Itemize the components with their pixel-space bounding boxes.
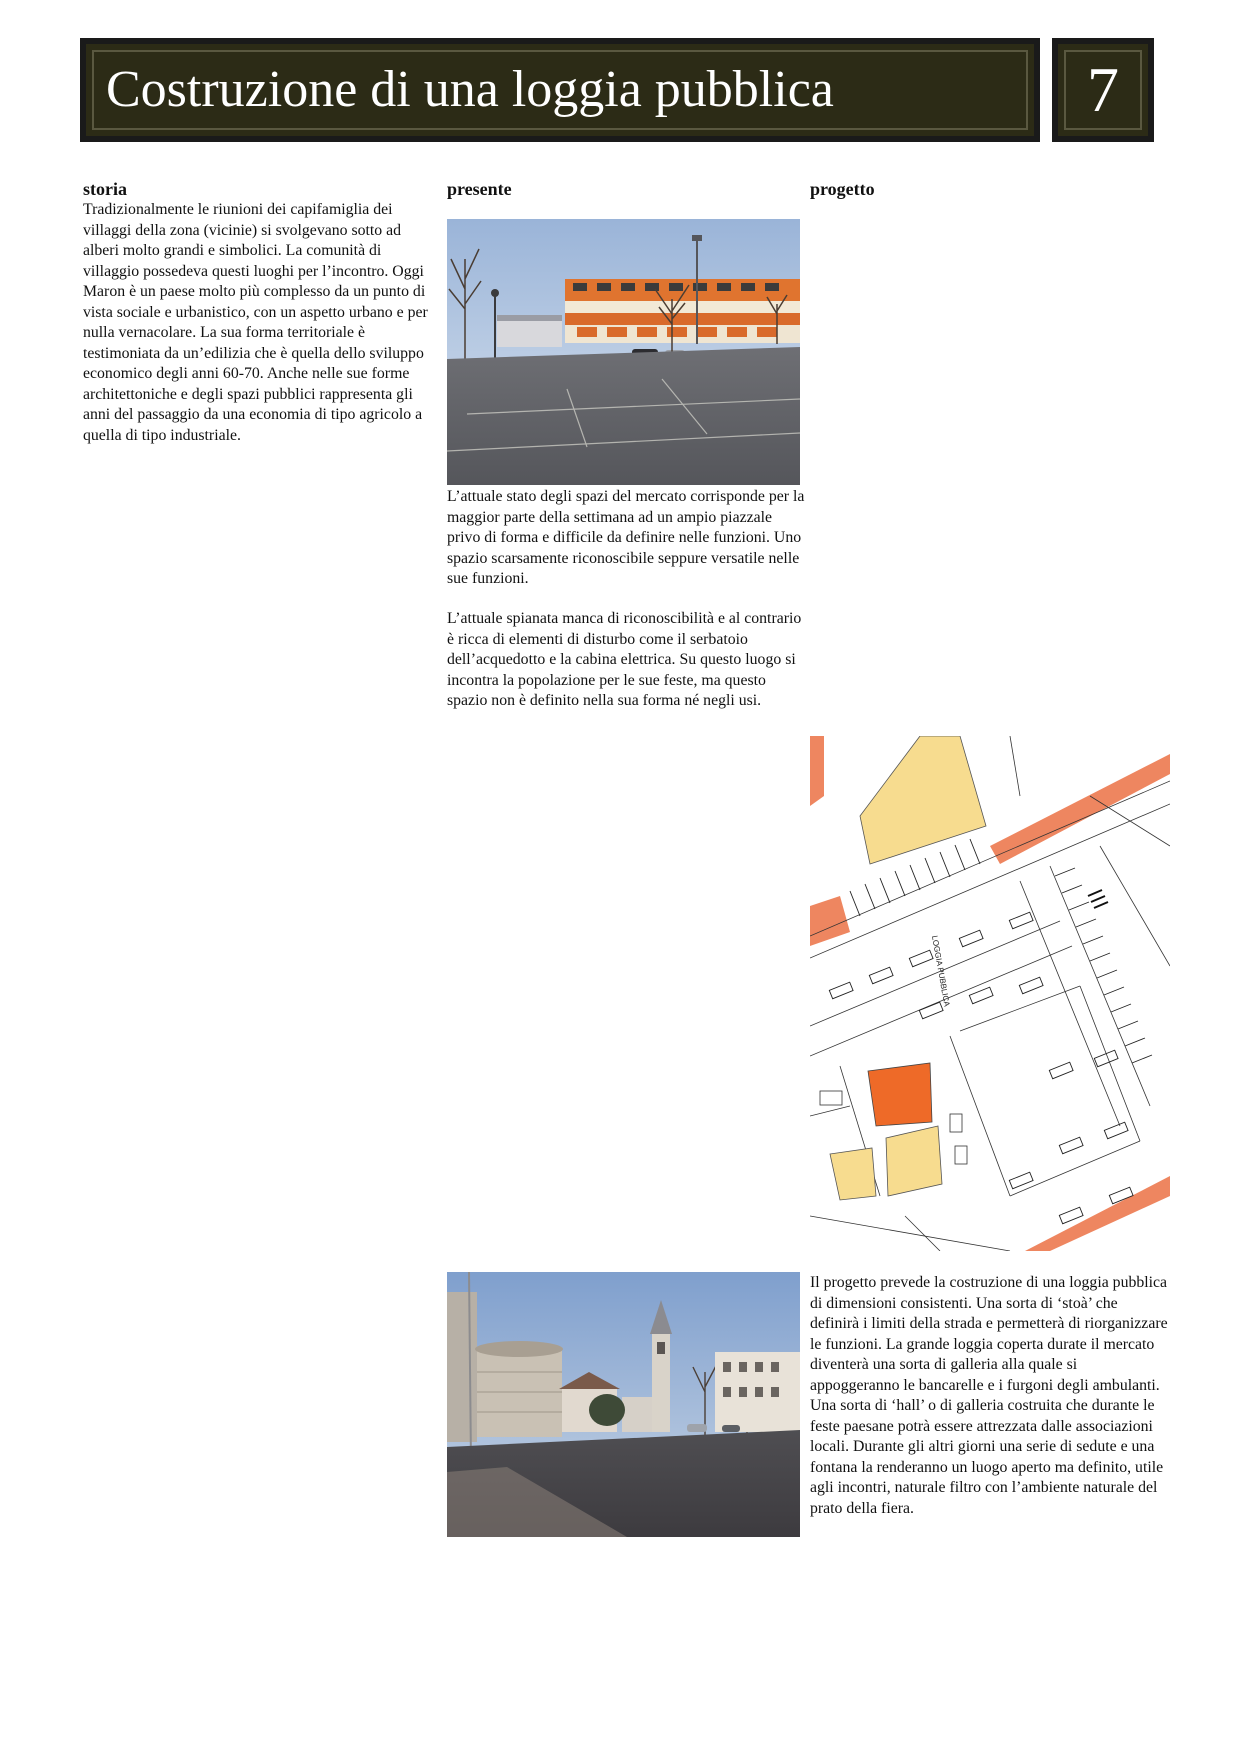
heading-presente: presente [447,179,512,199]
site-plan [810,736,1170,1251]
progetto-text: Il progetto prevede la costruzione di una loggia pubblica di dimensioni consistenti. Una sorta di ‘stoà’ che definirà i limiti della strada e permetterà di riorganizzare le funzioni. La grande loggia coperta durate il mercato diventerà una sorta di galleria alla quale si appoggeranno le bancarelle e i furgoni degli ambulanti. Una sorta di ‘hall’ o di galleria costruita che durante le feste paesane potrà essere attrezzata dalle associazioni locali. Durante gli altri giorni una serie di sedute e una fontana la renderanno un luogo aperto ma definito, utile agli incontri, naturale filtro con l’ambiente naturale del prato della fiera. [810,1274,1168,1517]
page-number: 7 [1087,54,1119,125]
storia-text: Tradizionalmente le riunioni dei capifamiglia dei villaggi della zona (vicinie) si svolgevano sotto ad alberi molto grandi e simbolici. La comunità di villaggio possedeva questi luoghi per l’incontro. Oggi Maron è un paese molto più complesso da un punto di vista sociale e urbanistico, con un aspetto urbano e per nulla vernacolare. La sua forma territoriale è testimoniata da un’edilizia che è quella dello sviluppo economico degli anni 60-70. Anche nelle sue forme architettoniche e degli spazi pubblici rappresenta gli anni del passaggio da una economia di tipo agricolo a quella di tipo industriale. [83,201,428,444]
page-number-box [1052,38,1154,142]
presente-text-1: L’attuale stato degli spazi del mercato corrisponde per la maggior parte della settimana ad un ampio piazzale privo di forma e difficile da definire nelle funzioni. Uno spazio scarsamente riconoscibile seppure versatile nelle sue funzioni. [447,488,805,587]
presente-text-2: L’attuale spianata manca di riconoscibilità e al contrario è ricca di elementi di disturbo come il serbatoio dell’acquedotto e la cabina elettrica. Su questo luogo si incontra la popolazione per le sue feste, ma questo spazio non è definito nella sua forma né negli usi. [447,610,802,709]
photo-market-square [447,219,800,485]
photo-church-square [447,1272,800,1537]
heading-progetto: progetto [810,179,875,199]
title-banner [80,38,1040,142]
page-title: Costruzione di una loggia pubblica [106,61,834,118]
plan-loggia-label: LOGGIA PUBBLICA [930,934,952,1008]
heading-storia: storia [83,179,127,199]
